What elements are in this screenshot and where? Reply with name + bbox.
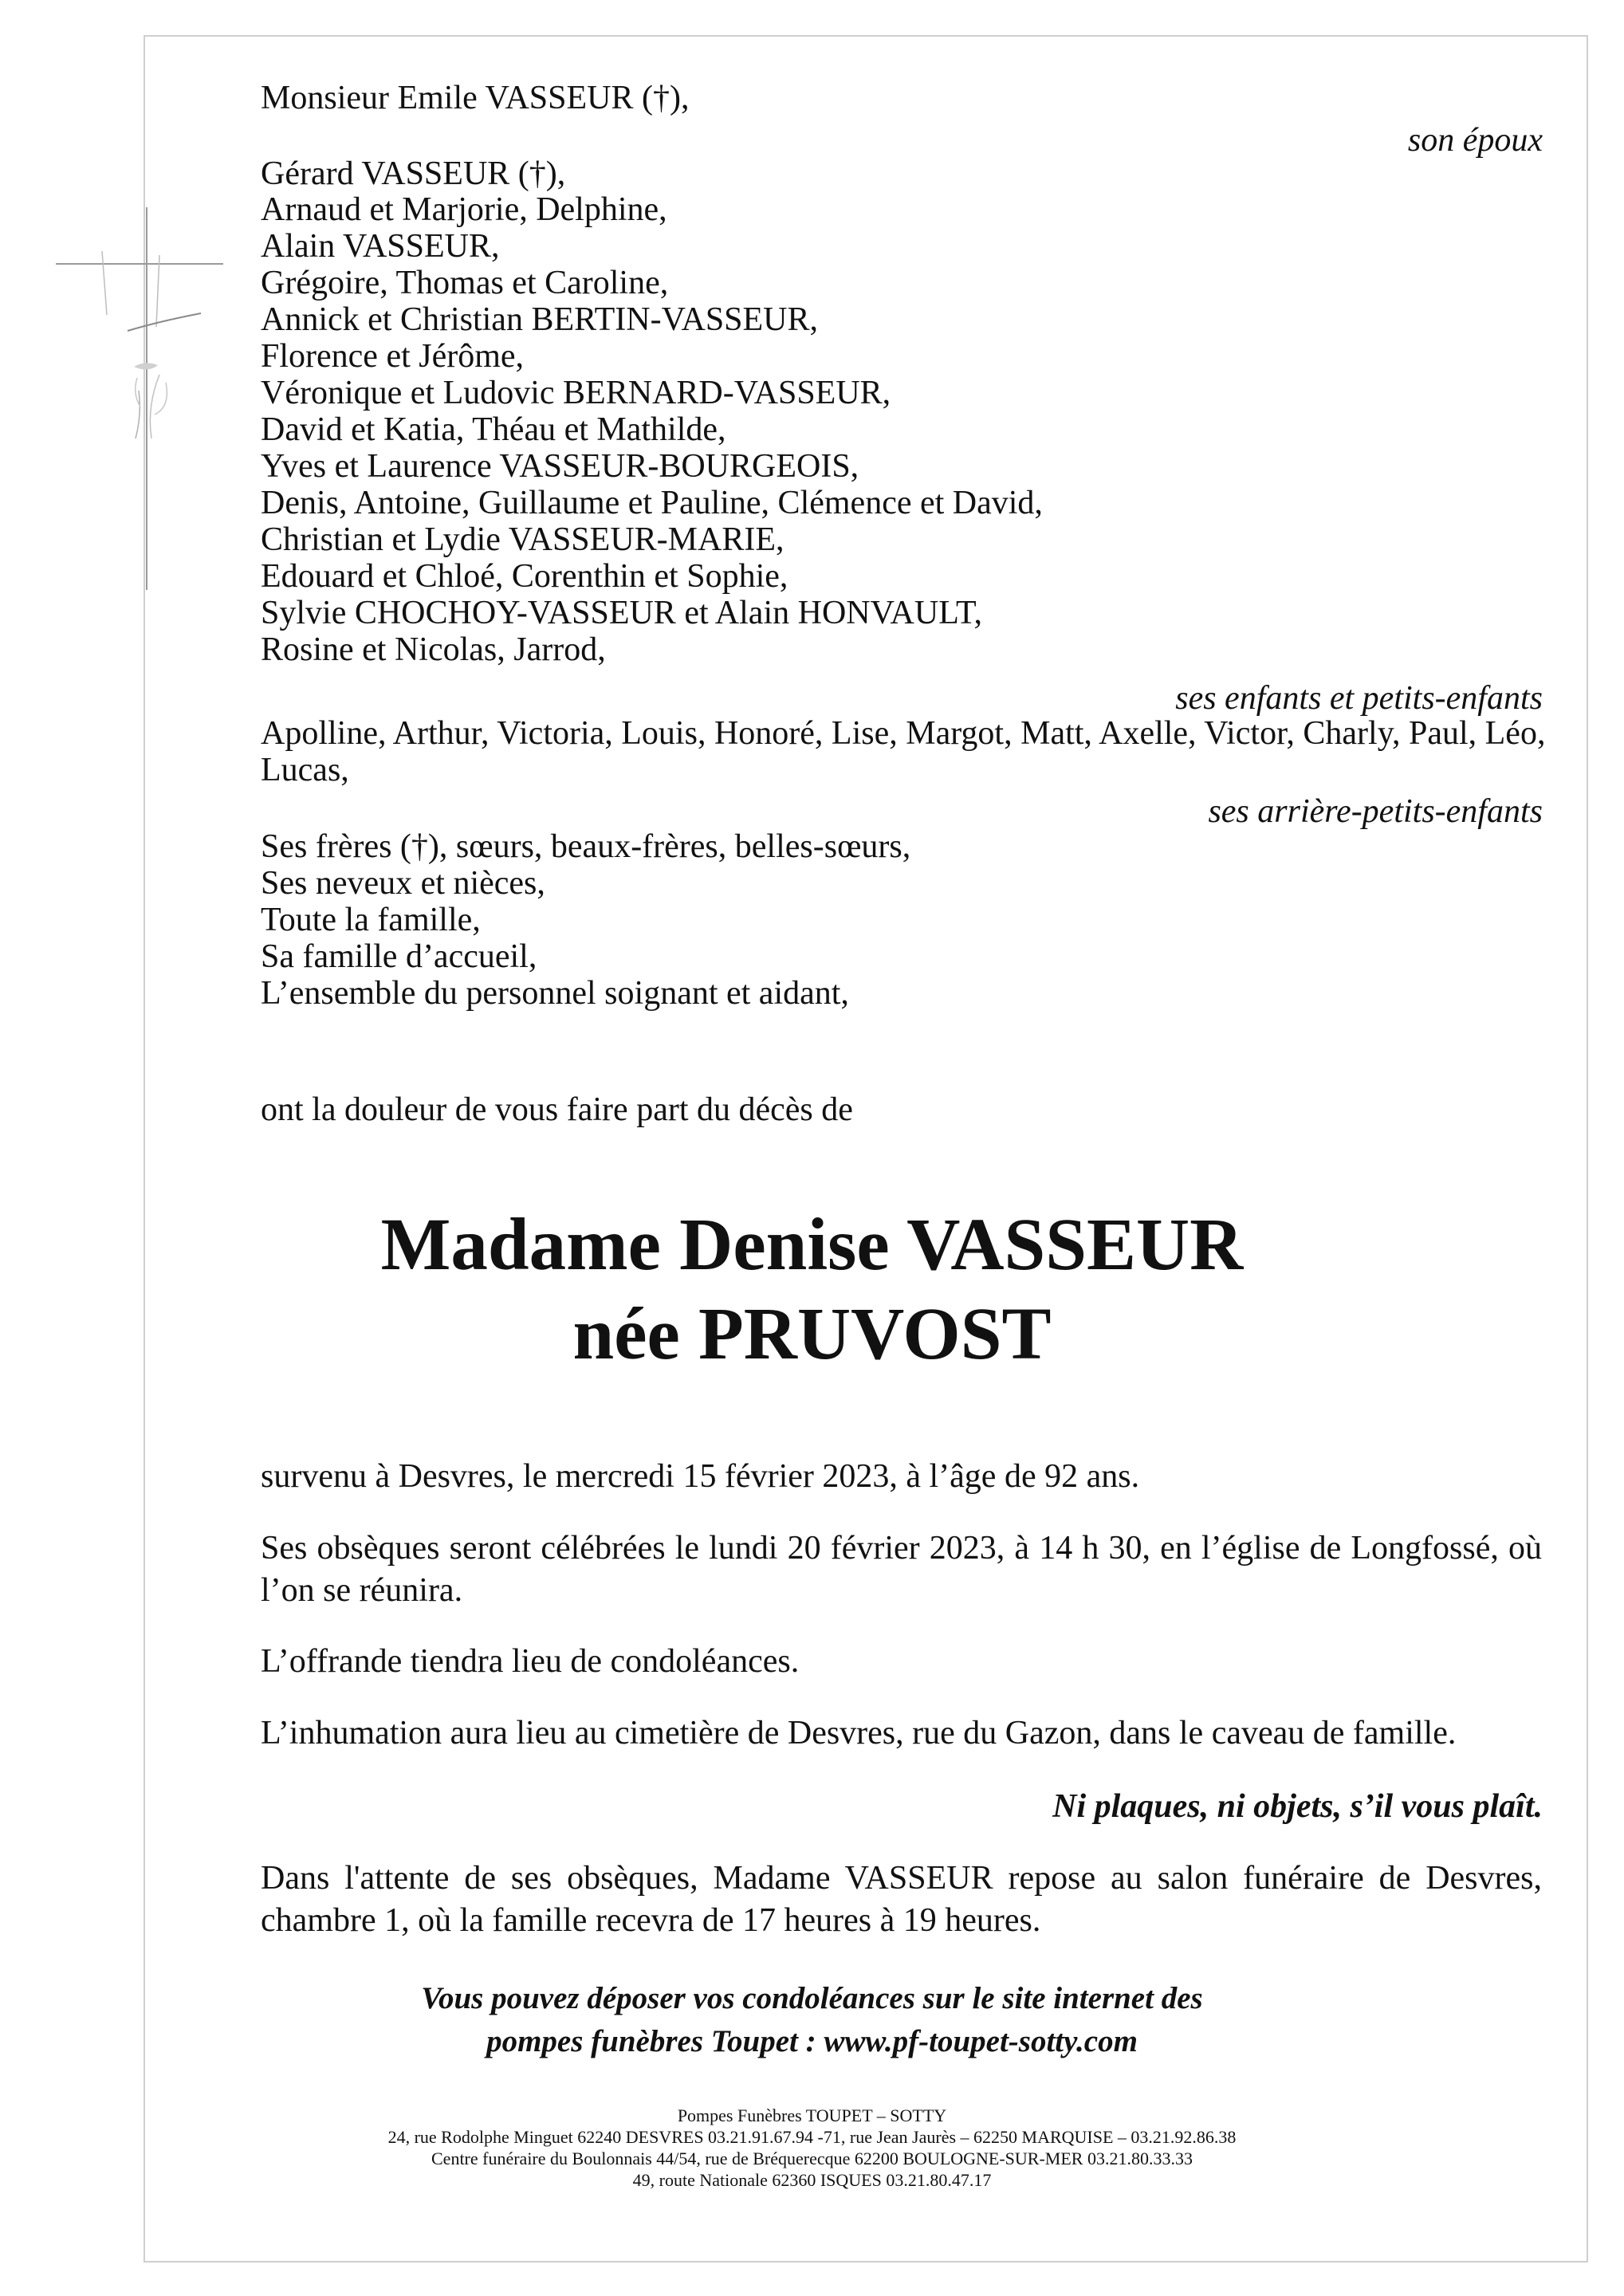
funeral-paragraph: Ses obsèques seront célébrées le lundi 20 février 2023, à 14 h 30, en l’église de Longfossé, où l’on se réunira. (261, 1530, 1542, 1609)
family-line: Denis, Antoine, Guillaume et Pauline, Clémence et David, (261, 485, 1043, 521)
family-line: Monsieur Emile VASSEUR (†), (261, 80, 690, 116)
offering-paragraph: L’offrande tiendra lieu de condoléances. (261, 1643, 800, 1680)
announcement: ont la douleur de vous faire part du décès de (261, 1091, 853, 1128)
family-line: Sa famille d’accueil, (261, 938, 537, 975)
family-line: Yves et Laurence VASSEUR-BOURGEOIS, (261, 448, 859, 485)
family-line: Grégoire, Thomas et Caroline, (261, 265, 669, 301)
footer-address: Centre funéraire du Boulonnais 44/54, rue de Bréquerecque 62200 BOULOGNE-SUR-MER 03.21.80.33.33 (431, 2149, 1193, 2168)
condolences-line: Vous pouvez déposer vos condoléances sur le site internet des (421, 1981, 1203, 2015)
family-line: Apolline, Arthur, Victoria, Louis, Honoré, Lise, Margot, Matt, Axelle, Victor, Charly, Paul, Léo, (261, 715, 1546, 752)
footer-address: 24, rue Rodolphe Minguet 62240 DESVRES 03.21.91.67.94 -71, rue Jean Jaurès – 62250 MARQUISE – 03.21.92.86.38 (387, 2127, 1237, 2147)
family-line: Christian et Lydie VASSEUR-MARIE, (261, 521, 784, 558)
viewing-paragraph: Dans l'attente de ses obsèques, Madame VASSEUR repose au salon funéraire de Desvres, chambre 1, où la famille recevra de 17 heures à 19 heures. (261, 1860, 1542, 1939)
family-line: Véronique et Ludovic BERNARD-VASSEUR, (261, 375, 891, 411)
family-line: Florence et Jérôme, (261, 338, 525, 375)
footer-address: 49, route Nationale 62360 ISQUES 03.21.80.47.17 (632, 2170, 992, 2190)
relation-children: ses enfants et petits-enfants (1175, 680, 1543, 717)
family-line: Ses frères (†), sœurs, beaux-frères, belles-sœurs, (261, 828, 911, 865)
family-line: Ses neveux et nièces, (261, 865, 545, 902)
no-plaques-notice: Ni plaques, ni objets, s’il vous plaît. (1052, 1788, 1543, 1825)
family-line: David et Katia, Théau et Mathilde, (261, 411, 726, 448)
family-line: Alain VASSEUR, (261, 228, 500, 265)
deceased-maiden-name: née PRUVOST (572, 1293, 1052, 1375)
family-line: Lucas, (261, 752, 349, 788)
death-paragraph: survenu à Desvres, le mercredi 15 février 2023, à l’âge de 92 ans. (261, 1458, 1140, 1495)
relation-great-grandchildren: ses arrière-petits-enfants (1208, 793, 1543, 830)
family-line: Arnaud et Marjorie, Delphine, (261, 191, 667, 228)
burial-paragraph: L’inhumation aura lieu au cimetière de Desvres, rue du Gazon, dans le caveau de famille. (261, 1715, 1457, 1751)
family-line: L’ensemble du personnel soignant et aidant, (261, 975, 849, 1012)
family-line: Edouard et Chloé, Corenthin et Sophie, (261, 558, 788, 595)
family-line: Gérard VASSEUR (†), (261, 155, 566, 192)
family-line: Rosine et Nicolas, Jarrod, (261, 631, 606, 668)
family-line: Toute la famille, (261, 902, 481, 938)
condolences-website: pompes funèbres Toupet : www.pf-toupet-sotty.com (486, 2024, 1138, 2058)
footer-company: Pompes Funèbres TOUPET – SOTTY (677, 2105, 947, 2125)
relation-spouse: son époux (1407, 122, 1543, 159)
cross-icon (56, 175, 247, 606)
deceased-name: Madame Denise VASSEUR (380, 1204, 1244, 1286)
family-line: Annick et Christian BERTIN-VASSEUR, (261, 301, 819, 338)
family-line: Sylvie CHOCHOY-VASSEUR et Alain HONVAULT, (261, 595, 983, 631)
